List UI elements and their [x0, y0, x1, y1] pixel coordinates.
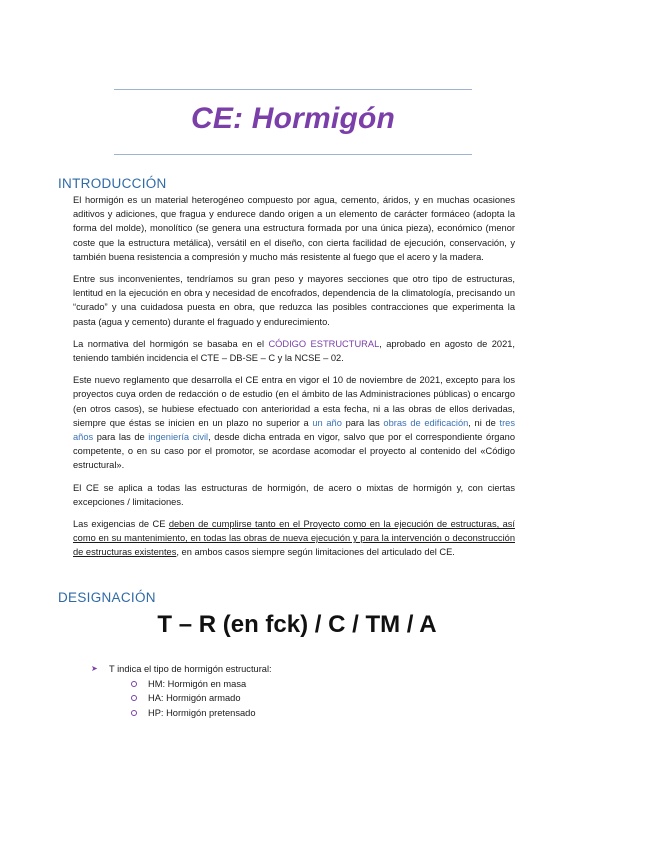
obras-edificacion-link[interactable]: obras de edificación — [383, 417, 469, 428]
designation-list — [91, 662, 272, 720]
title-rule-bottom — [114, 154, 472, 155]
title-rule-top — [114, 89, 472, 90]
p6-text-b: , en ambos casos siempre según limitaciones del articulado del CE. — [176, 547, 455, 558]
list-item — [131, 677, 272, 692]
circle-bullet-icon — [131, 681, 137, 687]
intro-body — [73, 193, 515, 568]
list-item — [131, 691, 272, 706]
p4-text-a: Este nuevo reglamento que desarrolla el CE entra en vigor el 10 de noviembre de 2021, excepto para los proyectos cuya orden de redacción o de estudio (en el ámbito de las Administraciones públicas) o encargo (en otros casos), se hubiese efectuado con anterioridad a esta fecha, ni a las obras de ellos derivadas, siempre que éstas se inicien en un plazo no superior a — [73, 375, 515, 428]
paragraph-2: Entre sus inconvenientes, tendríamos su gran peso y mayores secciones que otro tipo de estructuras, lentitud en la ejecución en obra y necesidad de encofrados, dependencia de la climatología, precisando un “curado” y una cuidadosa puesta en obra, que reduzca las posibles contracciones que experimenta la pasta (agua y cemento) durante el fraguado y endurecimiento. — [73, 274, 515, 327]
p3-text-a: La normativa del hormigón se basaba en el — [73, 338, 269, 349]
p6-text-a: Las exigencias de CE — [73, 519, 169, 530]
arrow-bullet-icon: ➤ — [91, 664, 98, 673]
paragraph-6 — [73, 517, 515, 560]
list-item — [131, 706, 272, 721]
paragraph-5: El CE se aplica a todas las estructuras de hormigón, de acero o mixtas de hormigón y, con ciertas excepciones / limitaciones. — [73, 482, 515, 507]
section-heading-introduccion: INTRODUCCIÓN — [58, 176, 167, 191]
p4-text-e: , desde dicha entrada en vigor, salvo que por el correspondiente órgano competente, o en su caso por el promotor, se acordase acomodar el proyecto al contenido del «Código estructural». — [73, 432, 515, 471]
p4-text-c: , ni de — [468, 417, 500, 428]
p3-text-b: , aprobado en agosto de 2021, teniendo también incidencia el CTE – DB-SE – C y la NCSE – 02. — [73, 338, 515, 364]
paragraph-3 — [73, 337, 515, 365]
list-item-label: T indica el tipo de hormigón estructural: — [109, 664, 272, 674]
section-heading-designacion: DESIGNACIÓN — [58, 590, 156, 605]
p6-underlined: deben de cumplirse tanto en el Proyecto como en la ejecución de estructuras, así como en su mantenimiento, en todas las obras de nueva ejecución y para la intervención o deconstrucción de estructuras existentes — [73, 519, 515, 558]
list-item-label: HP: Hormigón pretensado — [148, 707, 256, 718]
p4-text-d: para las de — [93, 432, 149, 443]
document-title: CE: Hormigón — [190, 102, 396, 135]
p4-text-b: para las — [341, 417, 384, 428]
designation-formula: T – R (en fck) / C / TM / A — [157, 611, 437, 638]
ingenieria-civil-link[interactable]: ingeniería civil — [148, 432, 209, 443]
paragraph-4 — [73, 373, 515, 472]
codigo-estructural-link[interactable]: CÓDIGO ESTRUCTURAL — [268, 338, 380, 349]
tres-anos-link[interactable]: tres años — [73, 417, 515, 443]
list-item-label: HA: Hormigón armado — [148, 693, 241, 703]
paragraph-1: El hormigón es un material heterogéneo compuesto por agua, cemento, áridos, y en muchas ocasiones aditivos y adiciones, que fragua y endurece dando origen a un elemento de carácter formáceo (adopta la forma del molde), monolítico (se genera una estructura formada por una única pieza), económico (menor coste que la estructura metálica), versátil en el diseño, con cierta facilidad de ejecución, conservación, y también buena resistencia a compresión y mucho más resistente al fuego que el acero y la madera. — [73, 195, 515, 262]
circle-bullet-icon — [131, 695, 137, 701]
list-item-label: HM: Hormigón en masa — [148, 678, 247, 689]
un-ano-link[interactable]: un año — [312, 417, 342, 428]
circle-bullet-icon — [131, 710, 137, 716]
list-item — [91, 662, 272, 677]
